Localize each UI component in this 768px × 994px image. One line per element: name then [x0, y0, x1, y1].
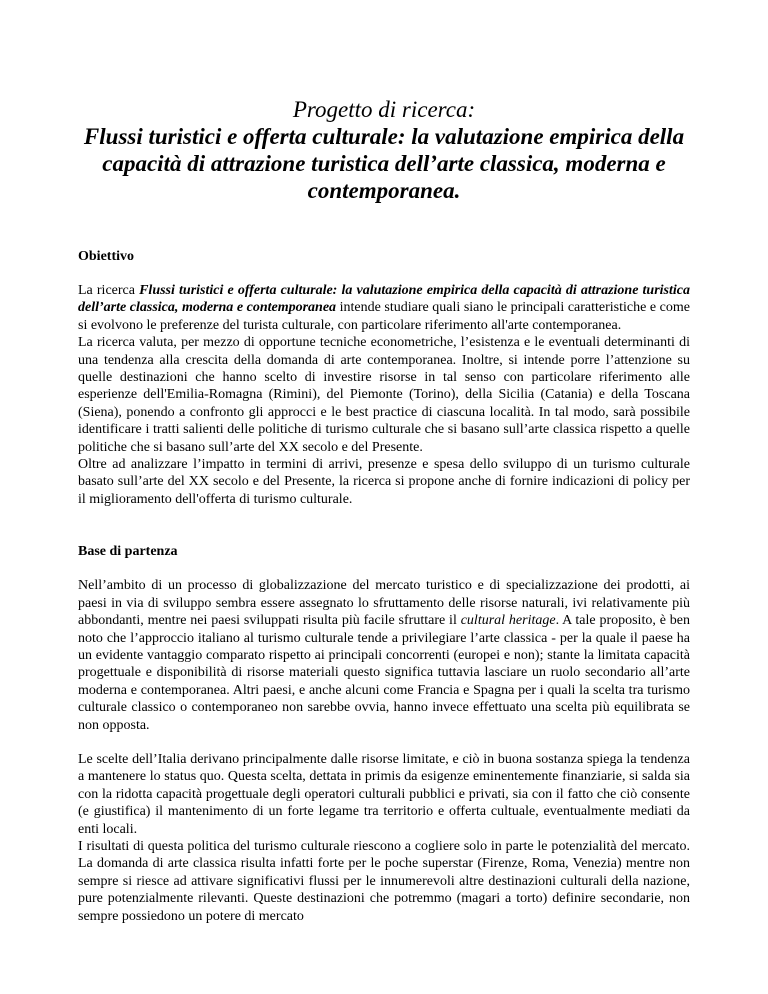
- objective-paragraph-1: [78, 282, 690, 334]
- document-title: Flussi turistici e offerta culturale: la valutazione empirica della capacità di attrazione turistica dell’arte classica, moderna e contemporanea.: [83, 124, 685, 203]
- project-title-inline: Flussi turistici e offerta culturale: la valutazione empirica della capacità di attrazione turistica dell’arte classica, moderna e contemporanea: [78, 283, 690, 316]
- base-p1-pre: Nell’ambito di un processo di globalizzazione del mercato turistico e di specializzazione dei prodotti, ai paesi in via di sviluppo sembra essere assegnato lo sfruttamento delle risorse naturali, ivi relativamente più abbondanti, mentre nei paesi sviluppati risulta più facile sfruttare il: [78, 578, 690, 629]
- base-p1-post: . A tale proposito, è ben noto che l’approccio italiano al turismo culturale tende a privilegiare l’arte classica - per la quale il paese ha un evidente vantaggio comparato rispetto ai principali concorrenti (europei e non); stante la limitata capacità progettuale e disponibilità di risorse materiali questo significa tuttavia lasciare un ruolo secondario all’arte moderna e contemporanea. Altri paesi, e anche alcuni come Francia e Spagna per i quali la scelta tra turismo culturale classico o contemporaneo non sarebbe ovvia, hanno invece effettuato una scelta più equilibrata se non opposta.: [78, 613, 690, 733]
- title-block: [78, 96, 690, 204]
- base-paragraph-3: I risultati di questa politica del turismo culturale riescono a cogliere solo in parte le potenzialità del mercato. La domanda di arte classica risulta infatti forte per le poche superstar (Firenze, Roma, Venezia) mentre non sempre si riesce ad attivare significativi flussi per le innumerevoli altre destinazioni culturali della nazione, pure potenzialmente rilevanti. Queste destinazioni che potremmo (magari a torto) definire secondarie, non sempre possiedono un potere di mercato: [78, 838, 690, 924]
- section-heading-objective: Obiettivo: [78, 249, 134, 264]
- base-paragraph-1: [78, 577, 690, 734]
- objective-p1-pre: La ricerca: [78, 283, 140, 298]
- objective-p1-post: intende studiare quali siano le principali caratteristiche e come si evolvono le preferenze del turista culturale, con particolare riferimento all'arte contemporanea.: [78, 300, 690, 333]
- section-heading-base: Base di partenza: [78, 544, 178, 560]
- objective-paragraph-3: Oltre ad analizzare l’impatto in termini di arrivi, presenze e spesa dello sviluppo di un turismo culturale basato sull’arte del XX secolo e del Presente, la ricerca si propone anche di fornire indicazioni di policy per il miglioramento dell'offerta di turismo culturale.: [78, 457, 690, 507]
- base-paragraph-2: Le scelte dell’Italia derivano principalmente dalle risorse limitate, e ciò in buona sostanza spiega la tendenza a mantenere lo status quo. Questa scelta, dettata in primis da esigenze eminentemente finanziarie, si salda sia con la ridotta capacità progettuale degli operatori culturali pubblici e privati, sia con il fatto che ciò consente (e giustifica) il mantenimento di un forte legame tra territorio e offerta cultuale, eventualmente mediati da enti locali.: [78, 751, 690, 837]
- objective-paragraph-2: La ricerca valuta, per mezzo di opportune tecniche econometriche, l’esistenza e le eventuali determinanti di una tendenza alla crescita della domanda di arte contemporanea. Inoltre, si intende porre l’attenzione su quelle destinazioni che hanno scelto di investire risorse in tal senso con particolare riferimento alle esperienze dell'Emilia-Romagna (Rimini), del Piemonte (Torino), della Sicilia (Catania) e della Toscana (Siena), ponendo a confronto gli approcci e le best practice di ciascuna località. In tal modo, sarà possibile identificare i tratti salienti delle politiche di turismo culturale che si basano sull’arte classica rispetto a quelle politiche che si basano sull’arte del XX secolo e del Presente.: [78, 335, 690, 455]
- cultural-heritage-term: cultural heritage: [460, 613, 556, 629]
- title-line1: Progetto di ricerca:: [292, 97, 476, 122]
